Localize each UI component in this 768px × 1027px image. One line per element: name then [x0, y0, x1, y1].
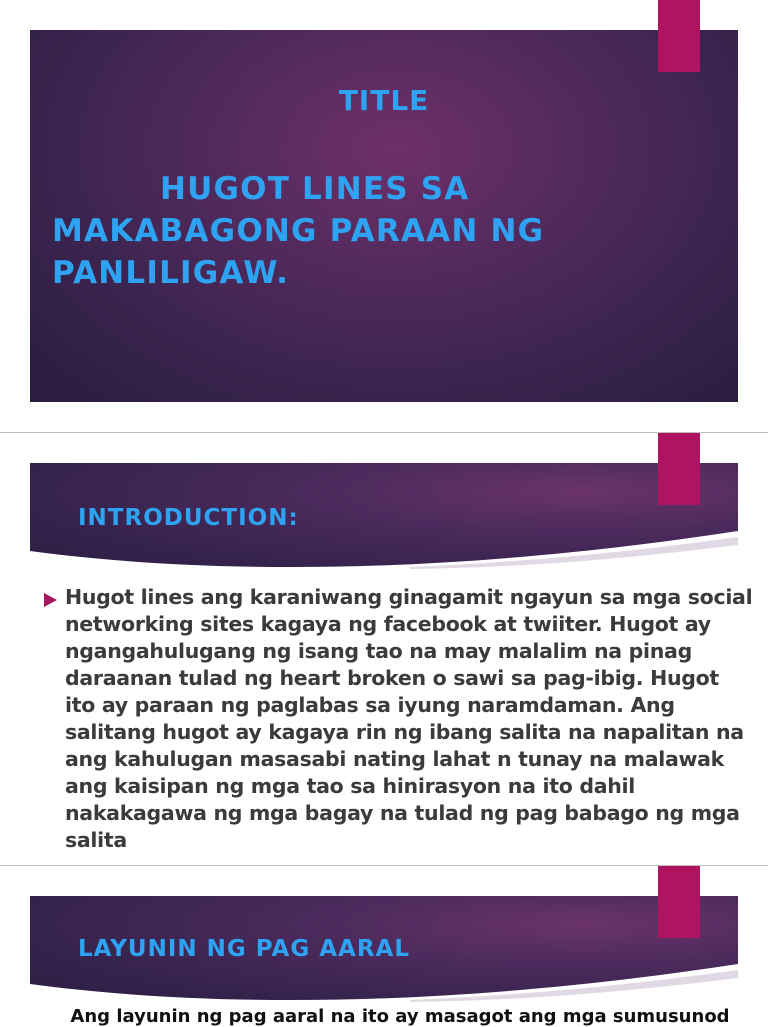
title-label: TITLE — [338, 84, 430, 117]
title-panel — [30, 30, 738, 402]
slide-title — [0, 0, 768, 432]
bullet-arrow-icon — [44, 593, 57, 607]
slide-introduction — [0, 433, 768, 865]
section-heading: INTRODUCTION: — [78, 505, 299, 531]
introduction-paragraph: Hugot lines ang karaniwang ginagamit ngayun sa mga social networking sites kagaya ng facebook at twiiter. Hugot ay ngangahulugang ng isang tao na may malalim na pinag daraanan tulad ng heart broken o sawi sa pag-ibig. Hugot ito ay paraan ng paglabas sa iyung naramdaman. Ang salitang hugot ay kagaya rin ng ibang salita na napalitan na ang kahulugan masasabi nating lahat n tunay na malawak ang kaisipan ng mga tao sa hinirasyon na ito dahil nakakagawa ng mga bagay na tulad ng pag babago ng mga salita — [65, 585, 753, 852]
accent-tab — [658, 433, 700, 505]
accent-tab — [658, 0, 700, 72]
slide-layunin — [0, 866, 768, 1027]
layunin-paragraph: Ang layunin ng pag aaral na ito ay masagot ang mga sumusunod — [70, 1006, 730, 1027]
section-heading: LAYUNIN NG PAG AARAL — [78, 936, 410, 962]
presentation-title: HUGOT LINES SA MAKABAGONG PARAAN NG PANLILIGAW. — [52, 171, 545, 291]
accent-tab — [658, 866, 700, 938]
